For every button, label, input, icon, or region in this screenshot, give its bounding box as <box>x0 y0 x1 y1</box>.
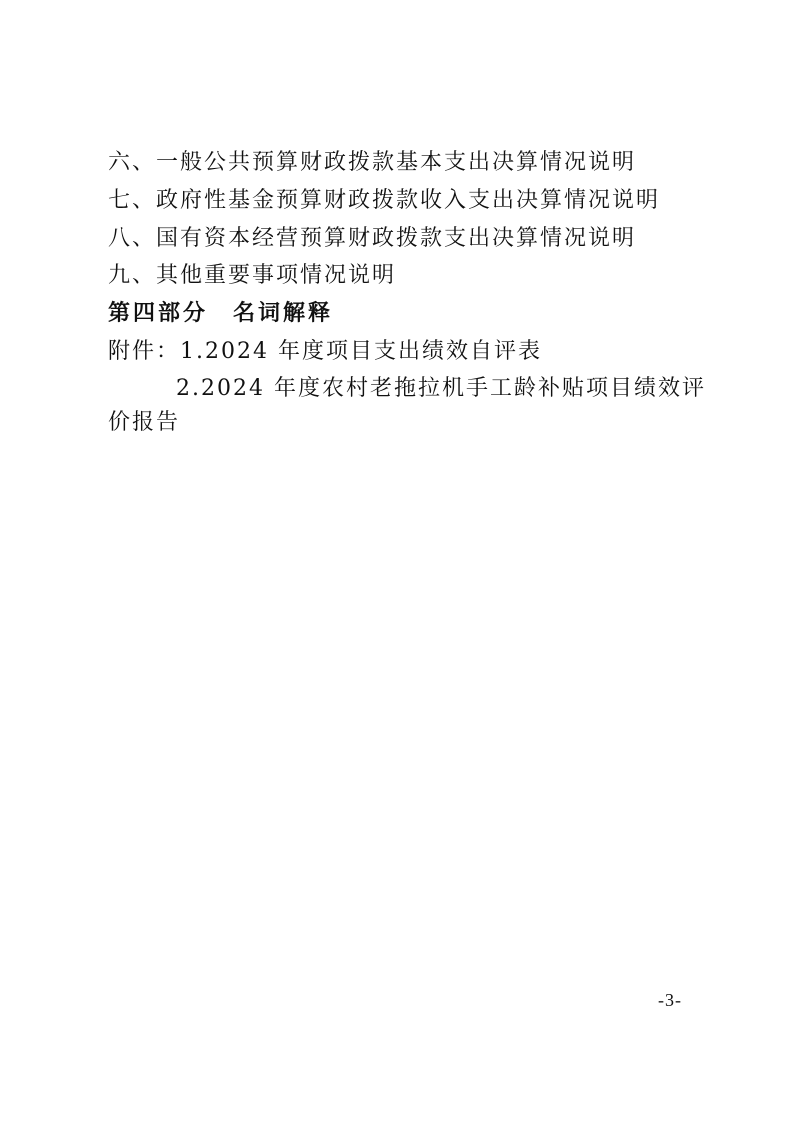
toc-item-7: 七、政府性基金预算财政拨款收入支出决算情况说明 <box>108 188 661 213</box>
attachment-1: 附件：1.2024 年度项目支出绩效自评表 <box>108 339 542 364</box>
toc-item-9: 九、其他重要事项情况说明 <box>108 263 397 288</box>
toc-part-4-heading: 第四部分 名词解释 <box>108 301 334 326</box>
attachment-2-line-2: 价报告 <box>108 410 181 435</box>
page-number: -3- <box>658 990 682 1010</box>
attachment-2-line-1: 2.2024 年度农村老拖拉机手工龄补贴项目绩效评 <box>176 376 706 401</box>
toc-item-6: 六、一般公共预算财政拨款基本支出决算情况说明 <box>108 150 637 175</box>
toc-item-8: 八、国有资本经营预算财政拨款支出决算情况说明 <box>108 226 637 251</box>
